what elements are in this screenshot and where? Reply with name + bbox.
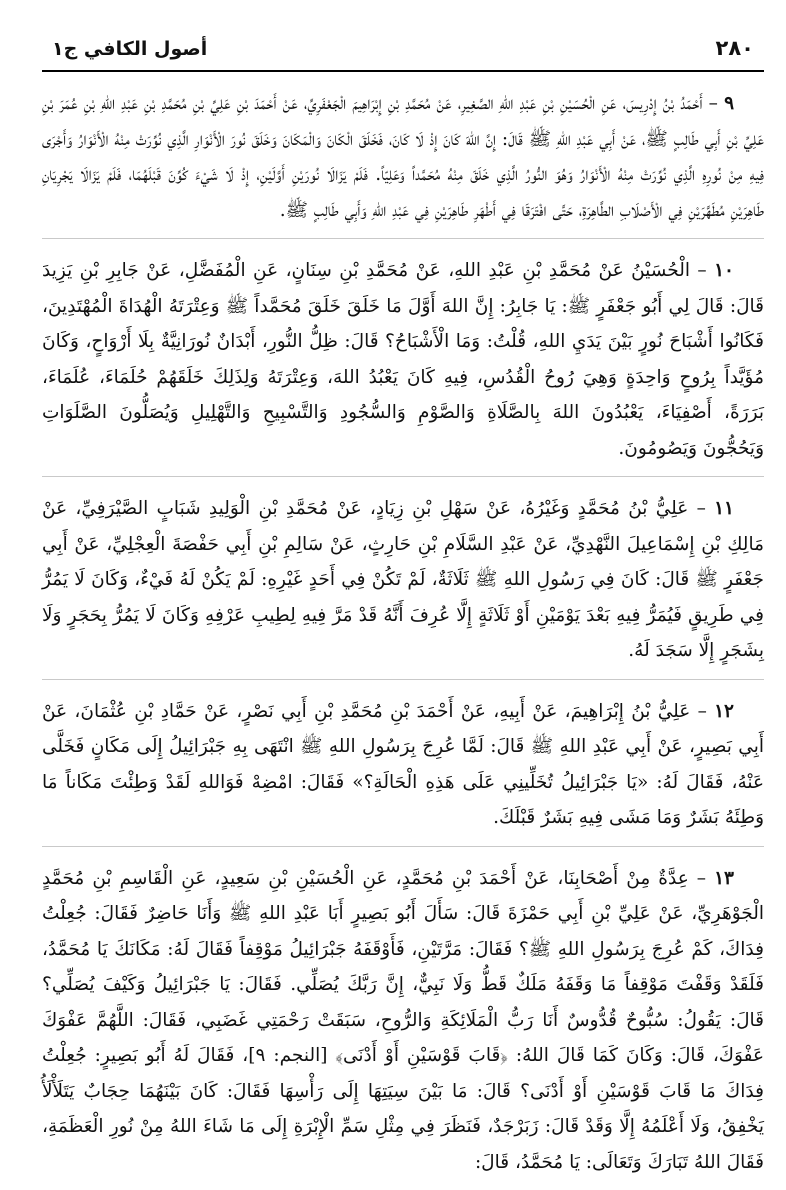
hadith-paragraph: ١٣ – عِدَّةٌ مِنْ أَصْحَابِنَا، عَنْ أَحْمَدَ بْنِ مُحَمَّدٍ، عَنِ الْحُسَيْنِ بْنِ سَعِيدٍ، عَنِ الْقَاسِمِ بْنِ مُحَمَّدٍ الْجَوْهَرِيِّ، عَنْ عَلِيِّ بْنِ أَبِي حَمْزَةَ قَالَ: سَأَلَ أَبُو بَصِيرٍ أَبَا عَبْدِ اللهِ ﷺ وَأَنَا حَاضِرٌ فَقَالَ: جُعِلْتُ فِدَاكَ، كَمْ عُرِجَ بِرَسُولِ اللهِ ﷺ؟ فَقَالَ: مَرَّتَيْنِ، فَأَوْقَفَهُ جَبْرَائِيلُ مَوْقِفاً فَقَالَ لَهُ: مَكَانَكَ يَا مُحَمَّدُ، فَلَقَدْ وَقَفْتَ مَوْقِفاً مَا وَقَفَهُ مَلَكٌ قَطُّ وَلَا نَبِيٌّ، إِنَّ رَبَّكَ يُصَلِّي. فَقَالَ: يَا جَبْرَائِيلُ وَكَيْفَ يُصَلِّي؟ قَالَ: يَقُولُ: سُبُّوحٌ قُدُّوسٌ أَنَا رَبُّ الْمَلَائِكَةِ وَالرُّوحِ، سَبَقَتْ رَحْمَتِي غَضَبِي، فَقَالَ: اللَّهُمَّ عَفْوَكَ عَفْوَكَ، قَالَ: وَكَانَ كَمَا قَالَ اللهُ: ﴿قَابَ قَوْسَيْنِ أَوْ أَدْنَى﴾ [النجم: ٩]، فَقَالَ لَهُ أَبُو بَصِيرٍ: جُعِلْتُ فِدَاكَ مَا قَابَ قَوْسَيْنِ أَوْ أَدْنَى؟ قَالَ: مَا بَيْنَ سِيَتِهَا إِلَى رَأْسِهَا فَقَالَ: كَانَ بَيْنَهُمَا حِجَابٌ يَتَلَأْلَأُ يَخْفِقُ، وَلَا أَعْلَمُهُ إِلَّا وَقَدْ قَالَ: زَبَرْجَدٌ، فَنَظَرَ فِي مِثْلِ سَمِّ الْإِبْرَةِ إِلَى مَا شَاءَ اللهُ مِنْ نُورِ الْعَظَمَةِ، فَقَالَ اللهُ تَبَارَكَ وَتَعَالَى: يَا مُحَمَّدُ، قَالَ:	[42, 861, 764, 1190]
hadith-number: ٩	[724, 93, 734, 114]
body-text	[42, 86, 764, 1190]
book-page	[42, 30, 764, 1100]
hadith-paragraph: ١٢ – عَلِيُّ بْنُ إِبْرَاهِيمَ، عَنْ أَبِيهِ، عَنْ أَحْمَدَ بْنِ مُحَمَّدِ بْنِ أَبِي نَصْرٍ، عَنْ حَمَّادِ بْنِ عُثْمَانَ، عَنْ أَبِي بَصِيرٍ، عَنْ أَبِي عَبْدِ اللهِ ﷺ قَالَ: لَمَّا عُرِجَ بِرَسُولِ اللهِ ﷺ انْتَهَى بِهِ جَبْرَائِيلُ إِلَى مَكَانٍ فَخَلَّى عَنْهُ، فَقَالَ لَهُ: «يَا جَبْرَائِيلُ تُخَلِّينِي عَلَى هَذِهِ الْحَالَةِ؟» فَقَالَ: امْضِهْ فَوَاللهِ لَقَدْ وَطِئْتَ مَكَاناً مَا وَطِئَهُ بَشَرٌ وَمَا مَشَى فِيهِ بَشَرٌ قَبْلَكَ.	[42, 694, 764, 847]
hadith-paragraph: ٩ – أَحْمَدُ بْنُ إِدْرِيسَ، عَنِ الْحُسَيْنِ بْنِ عَبْدِ اللهِ الصَّغِيرِ، عَنْ مُحَمَّدِ بْنِ إِبْرَاهِيمَ الْجَعْفَرِيِّ، عَنْ أَحْمَدَ بْنِ عَلِيِّ بْنِ مُحَمَّدِ بْنِ عَبْدِ اللهِ بْنِ عُمَرَ بْنِ عَلِيِّ بْنِ أَبِي طَالِبٍ ﷺ، عَنْ أَبِي عَبْدِ اللهِ ﷺ قَالَ: إِنَّ اللهَ كَانَ إِذْ لَا كَانَ، فَخَلَقَ الْكَانَ وَالْمَكَانَ وَخَلَقَ نُورَ الْأَنْوَارِ الَّذِي نُوِّرَتْ مِنْهُ الْأَنْوَارُ وَأَجْرَى فِيهِ مِنْ نُورِهِ الَّذِي نُوِّرَتْ مِنْهُ الْأَنْوَارُ وَهُوَ النُّورُ الَّذِي خَلَقَ مِنْهُ مُحَمَّداً وَعَلِيّاً. فَلَمْ يَزَالَا نُورَيْنِ أَوَّلَيْنِ، إِذْ لَا شَيْءَ كُوِّنَ قَبْلَهُمَا، فَلَمْ يَزَالَا يَجْرِيَانِ طَاهِرَيْنِ مُطَهَّرَيْنِ فِي الْأَصْلَابِ الطَّاهِرَةِ، حَتَّى افْتَرَقَا فِي أَطْهَرِ طَاهِرَيْنِ فِي عَبْدِ اللهِ وَأَبِي طَالِبٍ ﷺ.	[42, 86, 764, 239]
running-head	[42, 30, 764, 72]
hadith-number: ١١	[714, 498, 734, 519]
page-number: ٢٨٠	[716, 36, 754, 60]
hadith-number: ١٢	[714, 701, 734, 722]
hadith-paragraph: ١٠ – الْحُسَيْنُ عَنْ مُحَمَّدِ بْنِ عَبْدِ اللهِ، عَنْ مُحَمَّدِ بْنِ سِنَانٍ، عَنِ الْمُفَضَّلِ، عَنْ جَابِرِ بْنِ يَزِيدَ قَالَ: قَالَ لِي أَبُو جَعْفَرٍ ﷺ: يَا جَابِرُ: إِنَّ اللهَ أَوَّلَ مَا خَلَقَ خَلَقَ مُحَمَّداً ﷺ وَعِتْرَتَهُ الْهُدَاةَ الْمُهْتَدِينَ، فَكَانُوا أَشْبَاحَ نُورٍ بَيْنَ يَدَيِ اللهِ، قُلْتُ: وَمَا الْأَشْبَاحُ؟ قَالَ: ظِلُّ النُّورِ، أَبْدَانٌ نُورَانِيَّةٌ بِلَا أَرْوَاحٍ، وَكَانَ مُؤَيَّداً بِرُوحٍ وَاحِدَةٍ وَهِيَ رُوحُ الْقُدُسِ، فِيهِ كَانَ يَعْبُدُ اللهَ، وَعِتْرَتَهُ وَلِذَلِكَ خَلَقَهُمْ حُلَمَاءَ، عُلَمَاءَ، بَرَرَةً، أَصْفِيَاءَ، يَعْبُدُونَ اللهَ بِالصَّلَاةِ وَالصَّوْمِ وَالسُّجُودِ وَالتَّسْبِيحِ وَالتَّهْلِيلِ وَيُصَلُّونَ الصَّلَوَاتِ وَيَحُجُّونَ وَيَصُومُونَ.	[42, 253, 764, 477]
hadith-text: الْحُسَيْنُ عَنْ مُحَمَّدِ بْنِ عَبْدِ اللهِ، عَنْ مُحَمَّدِ بْنِ سِنَانٍ، عَنِ الْمُفَضَّلِ، عَنْ جَابِرِ بْنِ يَزِيدَ قَالَ: قَالَ لِي أَبُو جَعْفَرٍ ﷺ: يَا جَابِرُ: إِنَّ اللهَ أَوَّلَ مَا خَلَقَ خَلَقَ مُحَمَّداً ﷺ وَعِتْرَتَهُ الْهُدَاةَ الْمُهْتَدِينَ، فَكَانُوا أَشْبَاحَ نُورٍ بَيْنَ يَدَيِ اللهِ، قُلْتُ: وَمَا الْأَشْبَاحُ؟ قَالَ: ظِلُّ النُّورِ، أَبْدَانٌ نُورَانِيَّةٌ بِلَا أَرْوَاحٍ، وَكَانَ مُؤَيَّداً بِرُوحٍ وَاحِدَةٍ وَهِيَ رُوحُ الْقُدُسِ، فِيهِ كَانَ يَعْبُدُ اللهَ، وَعِتْرَتَهُ وَلِذَلِكَ خَلَقَهُمْ حُلَمَاءَ، عُلَمَاءَ، بَرَرَةً، أَصْفِيَاءَ، يَعْبُدُونَ اللهَ بِالصَّلَاةِ وَالصَّوْمِ وَالسُّجُودِ وَالتَّسْبِيحِ وَالتَّهْلِيلِ وَيُصَلُّونَ الصَّلَوَاتِ وَيَحُجُّونَ وَيَصُومُونَ.	[42, 260, 764, 459]
hadith-text: عَلِيُّ بْنُ إِبْرَاهِيمَ، عَنْ أَبِيهِ، عَنْ أَحْمَدَ بْنِ مُحَمَّدِ بْنِ أَبِي نَصْرٍ، عَنْ حَمَّادِ بْنِ عُثْمَانَ، عَنْ أَبِي بَصِيرٍ، عَنْ أَبِي عَبْدِ اللهِ ﷺ قَالَ: لَمَّا عُرِجَ بِرَسُولِ اللهِ ﷺ انْتَهَى بِهِ جَبْرَائِيلُ إِلَى مَكَانٍ فَخَلَّى عَنْهُ، فَقَالَ لَهُ: «يَا جَبْرَائِيلُ تُخَلِّينِي عَلَى هَذِهِ الْحَالَةِ؟» فَقَالَ: امْضِهْ فَوَاللهِ لَقَدْ وَطِئْتَ مَكَاناً مَا وَطِئَهُ بَشَرٌ وَمَا مَشَى فِيهِ بَشَرٌ قَبْلَكَ.	[42, 701, 764, 829]
hadith-text: عِدَّةٌ مِنْ أَصْحَابِنَا، عَنْ أَحْمَدَ بْنِ مُحَمَّدٍ، عَنِ الْحُسَيْنِ بْنِ سَعِيدٍ، عَنِ الْقَاسِمِ بْنِ مُحَمَّدٍ الْجَوْهَرِيِّ، عَنْ عَلِيِّ بْنِ أَبِي حَمْزَةَ قَالَ: سَأَلَ أَبُو بَصِيرٍ أَبَا عَبْدِ اللهِ ﷺ وَأَنَا حَاضِرٌ فَقَالَ: جُعِلْتُ فِدَاكَ، كَمْ عُرِجَ بِرَسُولِ اللهِ ﷺ؟ فَقَالَ: مَرَّتَيْنِ، فَأَوْقَفَهُ جَبْرَائِيلُ مَوْقِفاً فَقَالَ لَهُ: مَكَانَكَ يَا مُحَمَّدُ، فَلَقَدْ وَقَفْتَ مَوْقِفاً مَا وَقَفَهُ مَلَكٌ قَطُّ وَلَا نَبِيٌّ، إِنَّ رَبَّكَ يُصَلِّي. فَقَالَ: يَا جَبْرَائِيلُ وَكَيْفَ يُصَلِّي؟ قَالَ: يَقُولُ: سُبُّوحٌ قُدُّوسٌ أَنَا رَبُّ الْمَلَائِكَةِ وَالرُّوحِ، سَبَقَتْ رَحْمَتِي غَضَبِي، فَقَالَ: اللَّهُمَّ عَفْوَكَ عَفْوَكَ، قَالَ: وَكَانَ كَمَا قَالَ اللهُ: ﴿قَابَ قَوْسَيْنِ أَوْ أَدْنَى﴾ [النجم: ٩]، فَقَالَ لَهُ أَبُو بَصِيرٍ: جُعِلْتُ فِدَاكَ مَا قَابَ قَوْسَيْنِ أَوْ أَدْنَى؟ قَالَ: مَا بَيْنَ سِيَتِهَا إِلَى رَأْسِهَا فَقَالَ: كَانَ بَيْنَهُمَا حِجَابٌ يَتَلَأْلَأُ يَخْفِقُ، وَلَا أَعْلَمُهُ إِلَّا وَقَدْ قَالَ: زَبَرْجَدٌ، فَنَظَرَ فِي مِثْلِ سَمِّ الْإِبْرَةِ إِلَى مَا شَاءَ اللهُ مِنْ نُورِ الْعَظَمَةِ، فَقَالَ اللهُ تَبَارَكَ وَتَعَالَى: يَا مُحَمَّدُ، قَالَ:	[42, 868, 764, 1173]
hadith-number: ١٠	[714, 260, 734, 281]
hadith-text: عَلِيُّ بْنُ مُحَمَّدٍ وَغَيْرُهُ، عَنْ سَهْلِ بْنِ زِيَادٍ، عَنْ مُحَمَّدِ بْنِ الْوَلِيدِ شَبَابٍ الصَّيْرَفِيِّ، عَنْ مَالِكِ بْنِ إِسْمَاعِيلَ النَّهْدِيِّ، عَنْ عَبْدِ السَّلَامِ بْنِ حَارِثٍ، عَنْ سَالِمِ بْنِ أَبِي حَفْصَةَ الْعِجْلِيِّ، عَنْ أَبِي جَعْفَرٍ ﷺ قَالَ: كَانَ فِي رَسُولِ اللهِ ﷺ ثَلَاثَةٌ، لَمْ تَكُنْ فِي أَحَدٍ غَيْرِهِ: لَمْ يَكُنْ لَهُ فَيْءٌ، وَكَانَ لَا يَمُرُّ فِي طَرِيقٍ فَيُمَرُّ فِيهِ بَعْدَ يَوْمَيْنِ أَوْ ثَلَاثَةٍ إِلَّا عُرِفَ أَنَّهُ قَدْ مَرَّ فِيهِ لِطِيبِ عَرْفِهِ وَكَانَ لَا يَمُرُّ بِحَجَرٍ وَلَا بِشَجَرٍ إِلَّا سَجَدَ لَهُ.	[42, 498, 764, 661]
hadith-number: ١٣	[714, 868, 734, 889]
book-title: أصول الكافي ج١	[52, 38, 207, 60]
hadith-paragraph: ١١ – عَلِيُّ بْنُ مُحَمَّدٍ وَغَيْرُهُ، عَنْ سَهْلِ بْنِ زِيَادٍ، عَنْ مُحَمَّدِ بْنِ الْوَلِيدِ شَبَابٍ الصَّيْرَفِيِّ، عَنْ مَالِكِ بْنِ إِسْمَاعِيلَ النَّهْدِيِّ، عَنْ عَبْدِ السَّلَامِ بْنِ حَارِثٍ، عَنْ سَالِمِ بْنِ أَبِي حَفْصَةَ الْعِجْلِيِّ، عَنْ أَبِي جَعْفَرٍ ﷺ قَالَ: كَانَ فِي رَسُولِ اللهِ ﷺ ثَلَاثَةٌ، لَمْ تَكُنْ فِي أَحَدٍ غَيْرِهِ: لَمْ يَكُنْ لَهُ فَيْءٌ، وَكَانَ لَا يَمُرُّ فِي طَرِيقٍ فَيُمَرُّ فِيهِ بَعْدَ يَوْمَيْنِ أَوْ ثَلَاثَةٍ إِلَّا عُرِفَ أَنَّهُ قَدْ مَرَّ فِيهِ لِطِيبِ عَرْفِهِ وَكَانَ لَا يَمُرُّ بِحَجَرٍ وَلَا بِشَجَرٍ إِلَّا سَجَدَ لَهُ.	[42, 491, 764, 680]
hadith-text: أَحْمَدُ بْنُ إِدْرِيسَ، عَنِ الْحُسَيْنِ بْنِ عَبْدِ اللهِ الصَّغِيرِ، عَنْ مُحَمَّدِ بْنِ إِبْرَاهِيمَ الْجَعْفَرِيِّ، عَنْ أَحْمَدَ بْنِ عَلِيِّ بْنِ مُحَمَّدِ بْنِ عَبْدِ اللهِ بْنِ عُمَرَ بْنِ عَلِيِّ بْنِ أَبِي طَالِبٍ ﷺ، عَنْ أَبِي عَبْدِ اللهِ ﷺ قَالَ: إِنَّ اللهَ كَانَ إِذْ لَا كَانَ، فَخَلَقَ الْكَانَ وَالْمَكَانَ وَخَلَقَ نُورَ الْأَنْوَارِ الَّذِي نُوِّرَتْ مِنْهُ الْأَنْوَارُ وَأَجْرَى فِيهِ مِنْ نُورِهِ الَّذِي نُوِّرَتْ مِنْهُ الْأَنْوَارُ وَهُوَ النُّورُ الَّذِي خَلَقَ مِنْهُ مُحَمَّداً وَعَلِيّاً. فَلَمْ يَزَالَا نُورَيْنِ أَوَّلَيْنِ، إِذْ لَا شَيْءَ كُوِّنَ قَبْلَهُمَا، فَلَمْ يَزَالَا يَجْرِيَانِ طَاهِرَيْنِ مُطَهَّرَيْنِ فِي الْأَصْلَابِ الطَّاهِرَةِ، حَتَّى افْتَرَقَا فِي أَطْهَرِ طَاهِرَيْنِ فِي عَبْدِ اللهِ وَأَبِي طَالِبٍ ﷺ.	[42, 93, 764, 221]
